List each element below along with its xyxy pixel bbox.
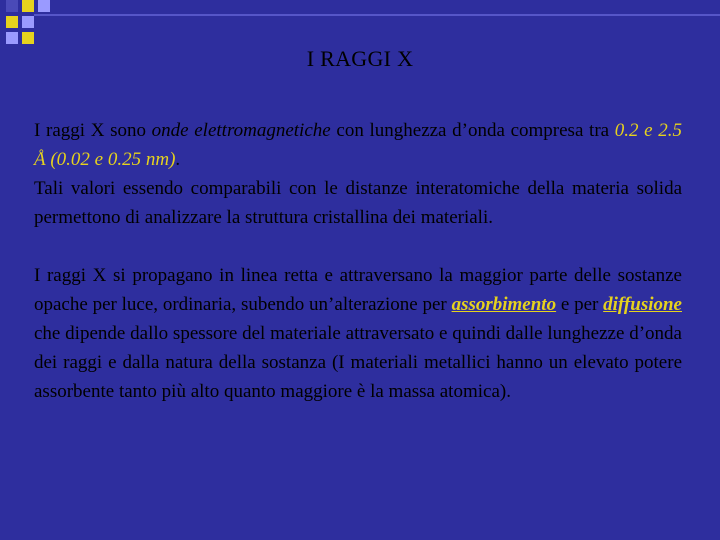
propagation-text-2: e per <box>556 294 604 315</box>
paragraph-propagation <box>34 261 682 406</box>
emphasis-electromagnetic-waves: onde elettromagnetiche <box>151 120 331 141</box>
paragraph-intro <box>34 116 682 174</box>
keyword-diffusion: diffusione <box>603 294 682 315</box>
slide-title: I RAGGI X <box>306 46 414 71</box>
intro-text-1: I raggi X sono <box>34 120 152 141</box>
keyword-absorption: assorbimento <box>451 294 557 315</box>
wavelength-range: 0.2 e 2.5 Å (0.02 e 0.25 nm) <box>34 120 683 170</box>
intro-text-2: con lunghezza d’onda compresa tra <box>330 120 615 141</box>
propagation-text-3: che dipende dallo spessore del materiale attraversato e quindi dalle lunghezze d’onda dei raggi e dalla natura della sostanza (I materiali metallici hanno un elevato potere assorbente tanto più alto quanto maggiore è la massa atomica). <box>34 323 682 402</box>
intro-text-3: . <box>175 149 181 170</box>
paragraph-comparison: Tali valori essendo comparabili con le distanze interatomiche della materia solida permettono di analizzare la struttura cristallina dei materiali. <box>34 178 682 228</box>
propagation-text-1: I raggi X si propagano in linea retta e attraversano la maggior parte delle sostanze opache per luce, ordinaria, subendo un’alterazione per <box>34 265 682 315</box>
corner-decoration-squares <box>0 0 60 50</box>
header-rule <box>34 14 720 16</box>
slide-body <box>34 116 682 406</box>
paragraph-gap <box>34 232 682 261</box>
